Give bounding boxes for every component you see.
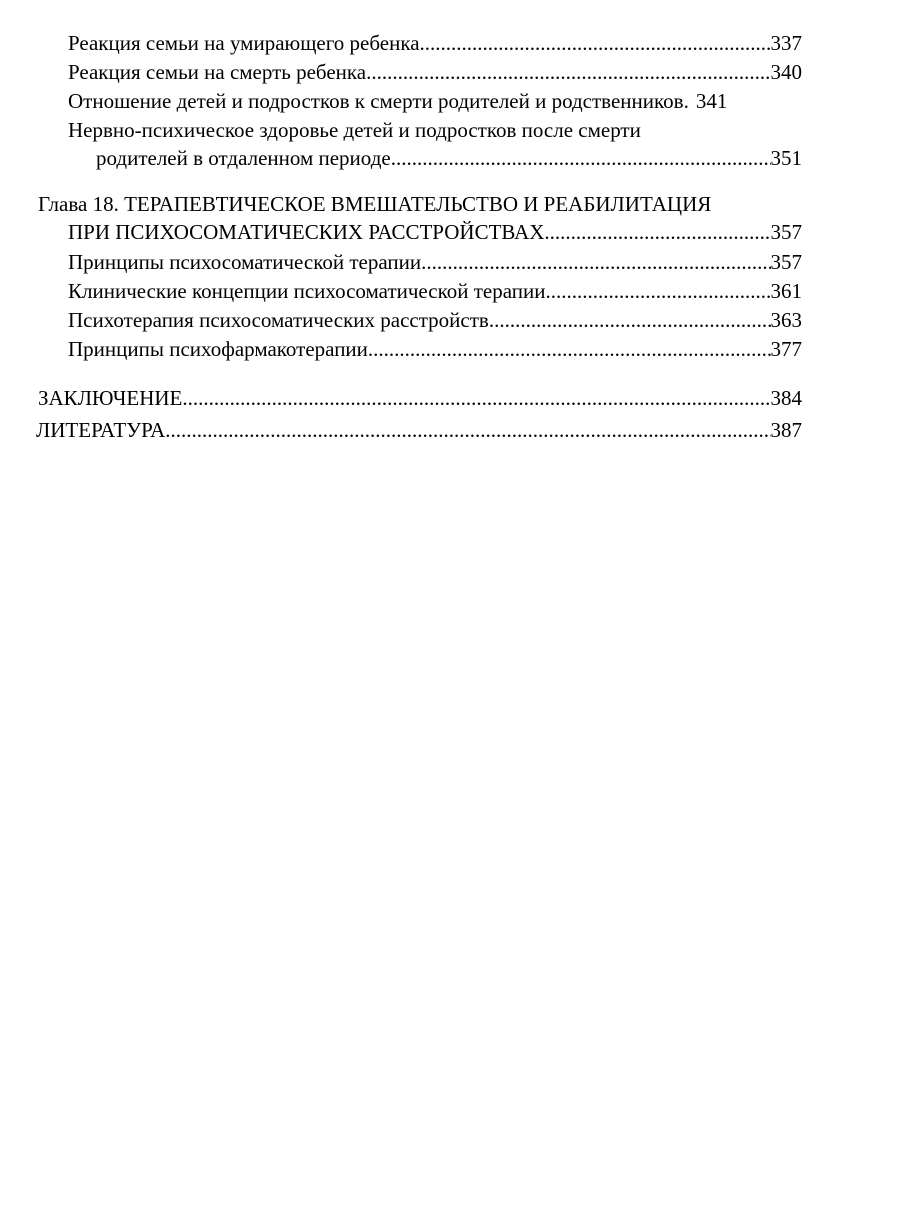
toc-entry[interactable] <box>68 277 802 306</box>
toc-entry-title: ЛИТЕРАТУРА <box>36 418 166 442</box>
toc-entry-title: Принципы психосоматической терапии <box>68 250 422 274</box>
toc-entry-title: Реакция семьи на умирающего ребенка <box>68 31 420 55</box>
toc-entry-page: 361 <box>770 279 802 303</box>
toc-dot-leader <box>391 144 771 173</box>
toc-dot-leader <box>165 416 770 445</box>
toc-entry-page: 357 <box>770 220 802 244</box>
toc-entry-page: 387 <box>770 418 802 442</box>
toc-entry-page: 357 <box>770 250 802 274</box>
toc-dot-leader <box>544 218 770 247</box>
toc-entry-title: Принципы психофармакотерапии <box>68 337 368 361</box>
toc-entry-page: 337 <box>770 31 802 55</box>
toc-dot-leader <box>420 29 771 58</box>
toc-entry[interactable] <box>68 58 802 87</box>
toc-dot-leader <box>368 335 771 364</box>
toc-dot-leader <box>545 277 770 306</box>
toc-entry-page: 351 <box>770 146 802 170</box>
toc-entry-page: 384 <box>770 386 802 410</box>
toc-entry[interactable] <box>68 29 802 58</box>
toc-entry-title: Отношение детей и подростков к смерти родителей и родственников. <box>68 89 689 113</box>
toc-entry-title-line1[interactable]: Нервно-психическое здоровье детей и подростков после смерти <box>68 118 641 142</box>
toc-dot-leader <box>489 306 771 335</box>
toc-entry-conclusion[interactable] <box>38 384 802 413</box>
toc-entry[interactable] <box>68 335 802 364</box>
toc-entry-title-line2: родителей в отдаленном периоде <box>96 146 391 170</box>
toc-entry-literature[interactable] <box>36 416 802 445</box>
toc-entry[interactable] <box>96 144 802 173</box>
toc-entry-page: 341 <box>695 89 728 113</box>
toc-chapter-entry[interactable] <box>68 218 802 247</box>
toc-dot-leader <box>421 248 770 277</box>
toc-entry-title: Психотерапия психосоматических расстройств <box>68 308 489 332</box>
toc-entry-page: 340 <box>770 60 802 84</box>
toc-dot-leader <box>182 384 770 413</box>
toc-entry-title: Реакция семьи на смерть ребенка <box>68 60 367 84</box>
chapter-title-line1[interactable]: Глава 18. ТЕРАПЕВТИЧЕСКОЕ ВМЕШАТЕЛЬСТВО И РЕАБИЛИТАЦИЯ <box>38 192 712 216</box>
chapter-title-line2: ПРИ ПСИХОСОМАТИЧЕСКИХ РАССТРОЙСТВАХ <box>68 220 545 244</box>
toc-dot-leader <box>366 58 770 87</box>
toc-entry-title: ЗАКЛЮЧЕНИЕ <box>38 386 183 410</box>
toc-entry-page: 363 <box>770 308 802 332</box>
toc-entry-title: Клинические концепции психосоматической терапии <box>68 279 546 303</box>
toc-entry-page: 377 <box>770 337 802 361</box>
toc-entry[interactable] <box>68 306 802 335</box>
toc-entry[interactable] <box>68 248 802 277</box>
toc-entry[interactable] <box>68 87 802 116</box>
